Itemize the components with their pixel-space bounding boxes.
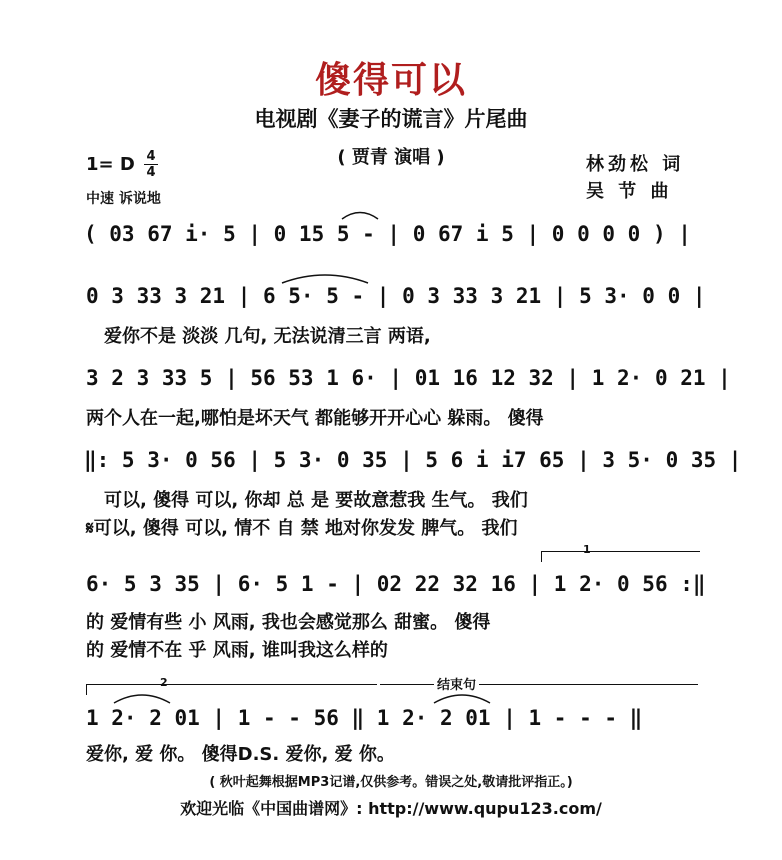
notation-line-1: ( 03 67 i· 5 | 0 15 5 - | 0 67 i 5 | 0 0 0 0 ) | — [84, 222, 691, 246]
lyricist-credit: 林劲松 词 — [586, 154, 685, 175]
notation-line-4: ‖: 5 3· 0 56 | 5 3· 0 35 | 5 6 i i7 65 | 3 5· 0 35 | — [84, 448, 742, 472]
lyrics-line-4-verse-1: 可以, 傻得 可以, 你却 总 是 要故意惹我 生气。 我们 — [104, 490, 528, 511]
meter-bottom: 4 — [146, 165, 156, 180]
notation-line-5: 6· 5 3 35 | 6· 5 1 - | 02 22 32 16 | 1 2· 0 56 :‖ — [86, 572, 706, 596]
key-signature: 1= D — [86, 154, 135, 175]
lyrics-line-6: 爱你, 爱 你。 傻得D.S. 爱你, 爱 你。 — [86, 744, 395, 765]
slur-mark — [340, 208, 380, 220]
coda-label: 结束句 — [434, 674, 479, 693]
second-ending-label: 2 — [160, 676, 168, 689]
lyrics-line-5-verse-2: 的 爱情不在 乎 风雨, 谁叫我这么样的 — [86, 640, 388, 661]
site-link[interactable]: 欢迎光临《中国曲谱网》: http://www.qupu123.com/ — [180, 799, 602, 818]
time-signature — [144, 150, 158, 179]
song-title: 傻得可以 — [314, 60, 467, 101]
composer-credit: 吴 节 曲 — [586, 181, 673, 202]
lyrics-line-3: 两个人在一起,哪怕是坏天气 都能够开开心心 躲雨。 傻得 — [86, 408, 544, 429]
coda-bracket — [380, 684, 698, 695]
song-subtitle: 电视剧《妻子的谎言》片尾曲 — [254, 107, 528, 131]
slur-mark — [432, 690, 492, 704]
singer-credit: ( 贾青 演唱 ) — [337, 147, 445, 168]
notation-line-3: 3 2 3 33 5 | 56 53 1 6· | 01 16 12 32 | 1 2· 0 21 | — [86, 366, 731, 390]
notation-line-6: 1 2· 2 01 | 1 - - 56 ‖ 1 2· 2 01 | 1 - - - ‖ — [86, 706, 643, 730]
lyrics-line-2: 爱你不是 淡淡 几句, 无法说清三言 两语, — [104, 326, 431, 347]
first-ending-bracket — [541, 551, 700, 562]
slur-mark — [112, 690, 172, 704]
transcriber-note: ( 秋叶起舞根据MP3记谱,仅供参考。错误之处,敬请批评指正。) — [209, 775, 573, 790]
tempo-marking: 中速 诉说地 — [86, 191, 161, 207]
first-ending-label: 1 — [583, 543, 591, 556]
notation-line-2: 0 3 33 3 21 | 6 5· 5 - | 0 3 33 3 21 | 5 3· 0 0 | — [86, 284, 706, 308]
lyrics-line-5-verse-1: 的 爱情有些 小 风雨, 我也会感觉那么 甜蜜。 傻得 — [86, 612, 491, 633]
lyrics-line-4-verse-2: 𝄋可以, 傻得 可以, 情不 自 禁 地对你发发 脾气。 我们 — [86, 518, 518, 539]
meter-top: 4 — [146, 149, 156, 164]
slur-mark — [280, 270, 370, 284]
